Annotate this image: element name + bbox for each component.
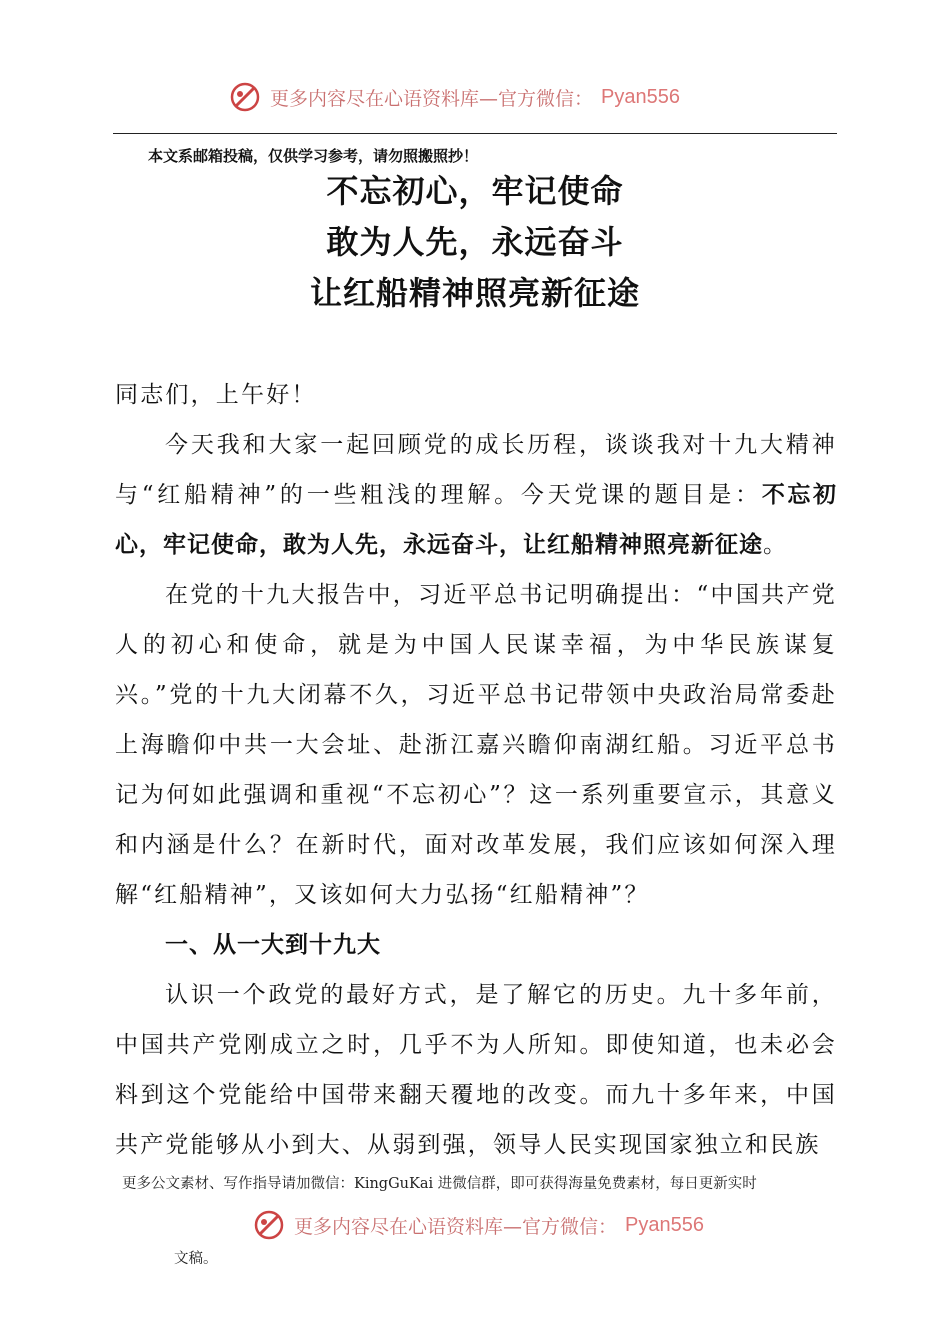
- section-heading-1: 一、从一大到十九大: [165, 932, 381, 958]
- greeting: 同志们，上午好！: [115, 382, 317, 408]
- paragraph-1: [115, 420, 837, 570]
- header-banner-text: 更多内容尽在心语资料库—官方微信：: [270, 87, 594, 110]
- lecture-topic: 不忘初心，牢记使命，敢为人先，永远奋斗，让红船精神照亮新征途: [115, 482, 837, 558]
- notice-text: 本文系邮箱投稿，仅供学习参考，请勿照搬照抄！: [148, 147, 479, 165]
- footer-wechat-id: Pyan556: [625, 1213, 704, 1236]
- header-banner: [228, 80, 680, 114]
- paragraph-1-text: 今天我和大家一起回顾党的成长历程，谈谈我对十九大精神与“红船精神”的一些粗浅的理解。今天党课的题目是：: [115, 432, 837, 508]
- header-wechat-id: Pyan556: [601, 85, 680, 108]
- footer-banner-text: 更多内容尽在心语资料库—官方微信：: [294, 1215, 618, 1238]
- footer-note: 更多公文素材、写作指导请加微信：KingGuKai 进微信群，即可获得海量免费素材，每日更新实时: [122, 1176, 757, 1192]
- paragraph-2: 在党的十九大报告中，习近平总书记明确提出：“中国共产党人的初心和使命，就是为中国人民谋幸福，为中华民族谋复兴。”党的十九大闭幕不久，习近平总书记带领中央政治局常委赴上海瞻仰中共一大会址、赴浙江嘉兴瞻仰南湖红船。习近平总书记为何如此强调和重视“不忘初心”？这一系列重要宣示，其意义和内涵是什么？在新时代，面对改革发展，我们应该如何深入理解“红船精神”，又该如何大力弘扬“红船精神”？: [115, 582, 837, 908]
- document-body: [115, 370, 837, 1170]
- title-line-3: 让红船精神照亮新征途: [309, 274, 640, 312]
- document-title: [0, 166, 950, 319]
- paragraph-3: 认识一个政党的最好方式，是了解它的历史。九十多年前，中国共产党刚成立之时，几乎不为人所知。即使知道，也未必会料到这个党能给中国带来翻天覆地的改变。而九十多年来，中国共产党能够从小到大、从弱到强，领导人民实现国家独立和民族: [115, 982, 837, 1158]
- title-line-2: 敢为人先，永远奋斗: [326, 223, 624, 261]
- title-line-1: 不忘初心，牢记使命: [326, 172, 624, 210]
- footer-note-end: 文稿。: [174, 1251, 218, 1267]
- header-divider: [113, 133, 837, 134]
- brush-logo-icon: [252, 1208, 286, 1242]
- paragraph-1-end: 。: [763, 532, 789, 558]
- footer-banner: [252, 1208, 704, 1242]
- brush-logo-icon: [228, 80, 262, 114]
